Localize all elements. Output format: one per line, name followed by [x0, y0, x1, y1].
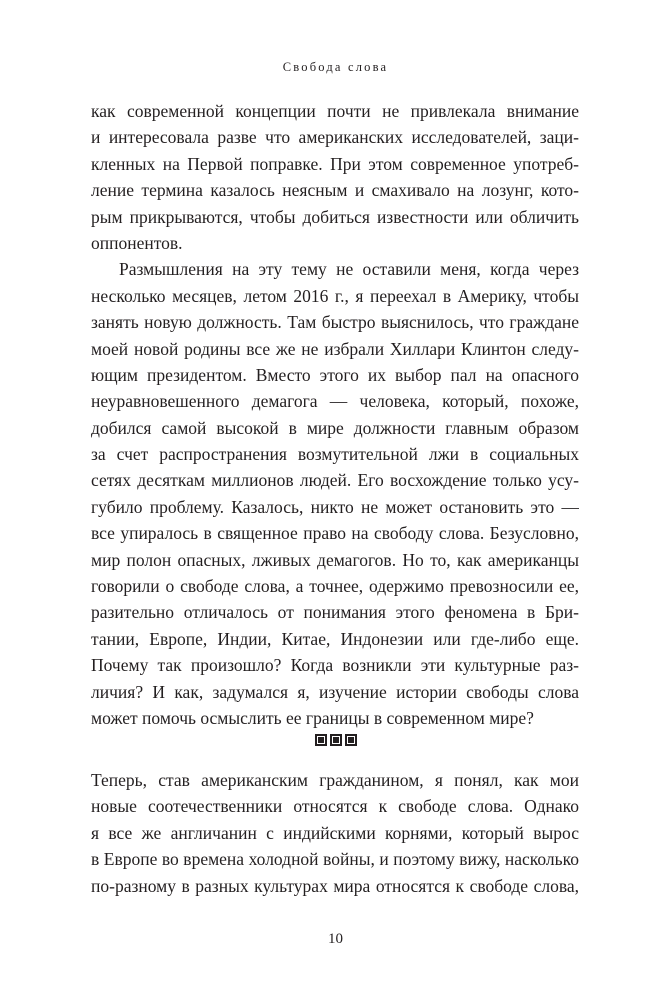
text-line: неуравновешенного демагога — человека, который, похоже, — [91, 391, 579, 412]
text-line: кленных на Первой поправке. При этом современное употреб- — [91, 153, 579, 174]
text-line: тании, Европе, Индии, Китае, Индонезии или где-либо еще. — [91, 628, 579, 649]
text-line: сетях десяткам миллионов людей. Его восхождение только усу- — [91, 470, 579, 491]
text-line: по-разному в разных культурах мира относятся к свободе слова, — [91, 875, 579, 896]
text-line: оппонентов. — [91, 232, 183, 253]
text-line: Почему так произошло? Когда возникли эти культурные раз- — [91, 655, 579, 676]
body-text-top — [91, 98, 579, 731]
text-line: в Европе во времена холодной войны, и поэтому вижу, насколько — [91, 849, 579, 870]
text-line: занять новую должность. Там быстро выяснилось, что граждане — [91, 312, 579, 333]
text-line: мир полон опасных, лживых демагогов. Но то, как американцы — [91, 549, 579, 570]
text-line: Теперь, став американским гражданином, я понял, как мои — [91, 770, 579, 790]
text-line: ление термина казалось неясным и смахивало на лозунг, кото- — [91, 180, 579, 201]
text-line: моей новой родины все же не избрали Хиллари Клинтон следу- — [91, 338, 579, 359]
text-line: я все же англичанин с индийскими корнями, который вырос — [91, 822, 579, 843]
running-head: Свобода слова — [282, 60, 389, 74]
text-line: разительно отличалось от понимания этого феномена в Бри- — [91, 602, 579, 623]
text-line: Размышления на эту тему не оставили меня, когда через — [119, 259, 579, 280]
text-line: может помочь осмыслить ее границы в современном мире? — [91, 707, 534, 728]
text-line: личия? И как, задумался я, изучение истории свободы слова — [91, 681, 579, 702]
text-line: и интересовала разве что американских исследователей, заци- — [91, 127, 579, 148]
ornament-square-icon — [345, 734, 357, 746]
text-line: все упиралось в священное право на свободу слова. Безусловно, — [91, 523, 579, 544]
ornament-square-icon — [315, 734, 327, 746]
text-line: добился самой высокой в мире должности главным образом — [91, 417, 579, 438]
text-line: ющим президентом. Вместо этого их выбор пал на опасного — [91, 364, 579, 385]
page-number: 10 — [328, 931, 343, 947]
section-separator — [0, 732, 671, 748]
text-line: рым прикрываются, чтобы добиться известности или обличить — [91, 206, 579, 227]
body-text-bottom — [91, 767, 579, 899]
text-line: несколько месяцев, летом 2016 г., я переехал в Америку, чтобы — [91, 285, 579, 306]
text-line: как современной концепции почти не привлекала внимание — [91, 101, 579, 121]
ornament-square-icon — [330, 734, 342, 746]
text-line: говорили о свободе слова, а точнее, одержимо превозносили ее, — [91, 576, 579, 597]
text-line: губило проблему. Казалось, никто не может остановить это — — [91, 496, 579, 517]
text-line: новые соотечественники относятся к свободе слова. Однако — [91, 796, 579, 817]
text-line: за счет распространения возмутительной лжи в социальных — [91, 444, 579, 465]
